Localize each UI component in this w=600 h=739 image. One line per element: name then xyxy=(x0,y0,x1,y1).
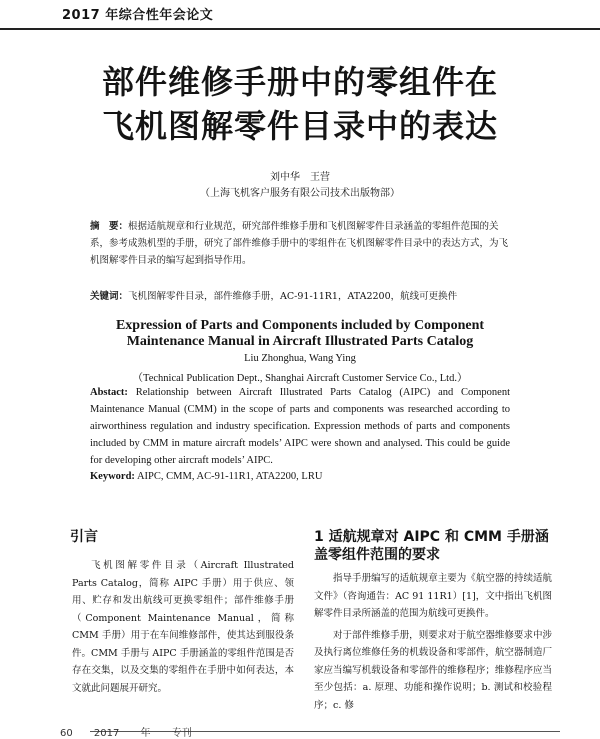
section-1-body xyxy=(314,570,552,714)
title-en-line2: Maintenance Manual in Aircraft Illustrated Parts Catalog xyxy=(126,334,474,349)
keywords-cn xyxy=(90,288,508,305)
issue-label: 2017 年 专刊 xyxy=(93,728,192,739)
title-cn-line1: 部件维修手册中的零组件在 xyxy=(101,63,498,101)
section-1-paragraph-1: 指导手册编写的适航规章主要为《航空器的持续适航文件》（咨询通告：AC 91 11R1）[1]，文中指出飞机图解零件目录所涵盖的范围为航线可更换件。 xyxy=(314,573,552,619)
abstract-cn-text: 根据适航规章和行业规范，研究部件维修手册和飞机图解零件目录涵盖的零组件范围的关系，参考成熟机型的手册，研究了部件维修手册中的零组件在飞机图解零件目录中的表达方式，为飞机图解零件目录的编写起到指导作用。 xyxy=(90,221,509,266)
running-header xyxy=(0,0,600,30)
keywords-en-label: Keyword: xyxy=(90,471,135,482)
page-number: 60 xyxy=(60,728,73,739)
series-label: 2017 年综合性年会论文 xyxy=(62,8,214,23)
keywords-en xyxy=(90,468,510,485)
intro-heading: 引言 xyxy=(70,529,98,545)
title-cn-line2: 飞机图解零件目录中的表达 xyxy=(101,107,498,145)
affiliation-cn: （上海飞机客户服务有限公司技术出版物部） xyxy=(200,188,400,199)
keywords-en-text: AIPC, CMM, AC-91-11R1, ATA2200, LRU xyxy=(136,471,323,482)
abstract-en-text: Relationship between Aircraft Illustrated Parts Catalog (AIPC) and Component Maintenance Manual (CMM) in the scope of parts and components was researched according to airworthiness regulation and industry specification. Expression methods of parts and components included by CMM in mature aircraft models’ AIPC were shown and analysed. This could be guide for developing other aircraft models’ AIPC. xyxy=(90,387,511,466)
abstract-en-label: Abstact: xyxy=(90,387,128,398)
abstract-cn xyxy=(90,218,508,269)
intro-paragraph: 飞机图解零件目录（Aircraft Illustrated Parts Catalog，简称 AIPC 手册）用于供应、领用、贮存和发出航线可更换零组件；部件维修手册（Component Maintenance Manual，简称 CMM 手册）用于在车间维修部件，使其达到服役条件。CMM 手册与 AIPC 手册涵盖的零组件范围是否存在交集，以及交集的零组件在手册中如何表达，本文就此问题展开研究。 xyxy=(72,560,294,694)
keywords-cn-label: 关键词： xyxy=(90,291,129,302)
authors-cn: 刘中华 王营 xyxy=(270,172,330,183)
abstract-en xyxy=(90,384,510,469)
authors-en: Liu Zhonghua, Wang Ying xyxy=(244,353,356,364)
title-en-line1: Expression of Parts and Components included by Component xyxy=(115,318,485,333)
section-1-heading: 1 适航规章对 AIPC 和 CMM 手册涵盖零组件范围的要求 xyxy=(314,529,549,563)
section-1-paragraph-2: 对于部件维修手册，则要求对于航空器维修要求中涉及执行离位维修任务的机载设备和零部件，航空器制造厂家应当编写机载设备和零部件的维修程序；维修程序应当至少包括：a. 原理、功能和操作说明；b. 测试和校验程序；c. 修 xyxy=(314,629,552,711)
abstract-cn-label: 摘 要： xyxy=(90,221,129,232)
affiliation-en: （Technical Publication Dept., Shanghai Aircraft Customer Service Co., Ltd.） xyxy=(132,373,468,384)
intro-body xyxy=(72,557,294,697)
keywords-cn-text: 飞机图解零件目录，部件维修手册，AC-91-11R1，ATA2200，航线可更换件 xyxy=(128,291,458,302)
